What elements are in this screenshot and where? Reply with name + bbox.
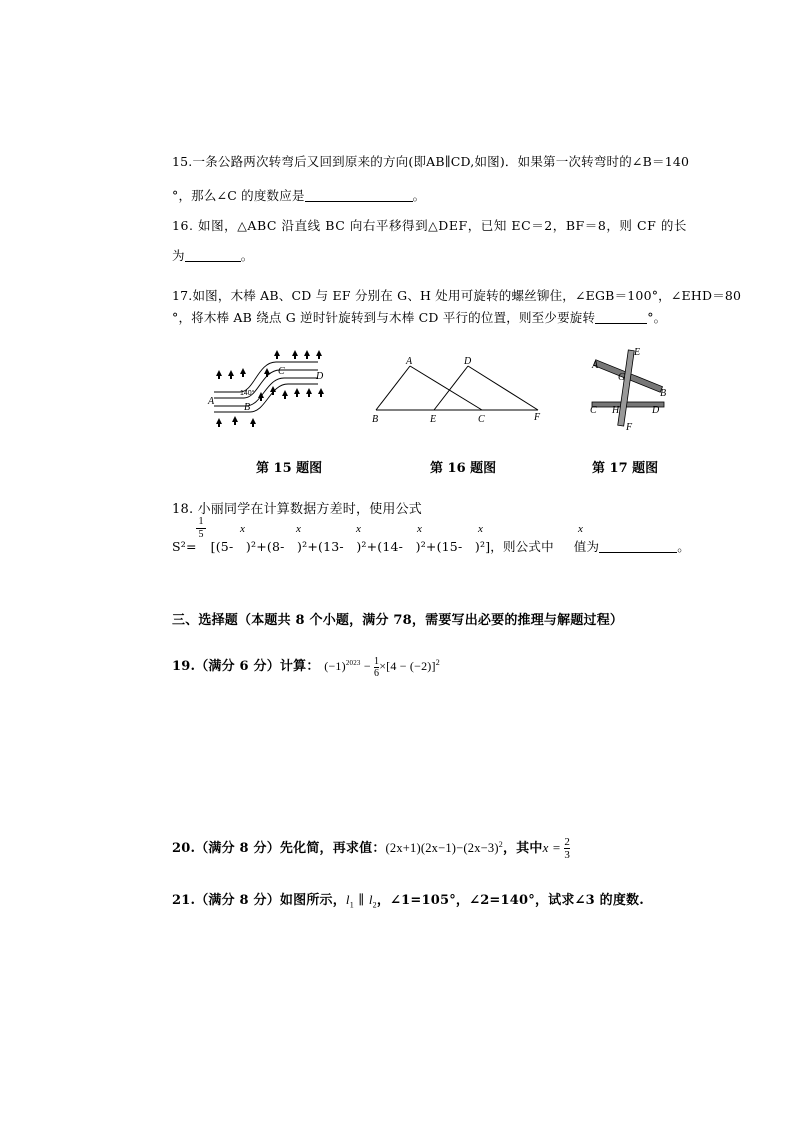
q21-l2: l xyxy=(368,892,373,907)
q21-l1-sub: 1 xyxy=(349,900,354,910)
q19-square: 2 xyxy=(435,658,440,667)
q21-rest: ，∠1=105°，∠2=140°，试求∠3 的度数. xyxy=(376,893,644,908)
q21-prefix: 21.（满分 8 分）如图所示， xyxy=(172,893,346,908)
figure-16-triangles xyxy=(366,352,550,428)
q19-bracket: ×[4 − (−2)] xyxy=(379,659,436,673)
q17-answer-blank[interactable] xyxy=(595,311,647,324)
fig17-label-H: H xyxy=(612,405,620,416)
line-BA xyxy=(376,366,410,410)
q16-line2 xyxy=(172,246,253,264)
q19-exponent: 2023 xyxy=(345,659,361,667)
figure-17-sticks xyxy=(586,346,670,432)
q18-frac-den: 5 xyxy=(196,528,206,540)
fig15-label-A: A xyxy=(208,396,215,407)
q19-frac-den: 6 xyxy=(374,667,380,679)
q20-fraction xyxy=(564,836,570,861)
q20-line xyxy=(172,836,570,861)
caption-fig15: 第 15 题图 xyxy=(256,461,323,476)
fig17-label-A: A xyxy=(592,360,599,371)
caption-fig17: 第 17 题图 xyxy=(592,461,659,476)
q15-answer-blank[interactable] xyxy=(305,189,413,202)
q18-xbar-3: x xyxy=(356,523,361,535)
q20-frac-den: 3 xyxy=(564,849,571,861)
q21-line xyxy=(172,889,644,910)
q20-square: 2 xyxy=(498,839,503,849)
q16-line2-post: 。 xyxy=(240,248,254,263)
q19-base: (−1) xyxy=(324,659,346,673)
q19-expression xyxy=(324,655,440,679)
fig15-label-B: B xyxy=(244,402,251,413)
q18-answer-blank[interactable] xyxy=(599,540,677,553)
q16-line2-pre: 为 xyxy=(172,248,185,263)
q18-xbar-tail: x xyxy=(578,523,583,535)
fig15-label-C: C xyxy=(278,366,285,377)
stick-EF xyxy=(618,350,635,426)
q19-minus: − xyxy=(360,659,374,673)
line-DF xyxy=(468,366,538,410)
q18-formula xyxy=(172,537,690,555)
q17-line2 xyxy=(172,308,666,326)
fig17-label-B: B xyxy=(660,388,667,399)
figure-15-road xyxy=(206,348,336,430)
q20-xeq: x = xyxy=(542,840,565,855)
q16-answer-blank[interactable] xyxy=(185,249,241,262)
q19-line xyxy=(172,655,440,679)
q15-line1: 15.一条公路两次转弯后又回到原来的方向(即AB∥CD,如图)．如果第一次转弯时的∠B＝140 xyxy=(172,154,690,169)
fig17-label-G: G xyxy=(618,372,626,383)
tree-icons xyxy=(216,350,324,427)
q21-l2-sub: 2 xyxy=(372,900,377,910)
section3-heading: 三、选择题（本题共 8 个小题，满分 78，需要写出必要的推理与解题过程） xyxy=(172,613,624,628)
road-lines xyxy=(214,362,318,412)
fig17-label-D: D xyxy=(652,405,660,416)
q20-expression xyxy=(386,841,503,855)
q18-intro: 18. 小丽同学在计算数据方差时，使用公式 xyxy=(172,502,423,517)
q17-line2-post: °。 xyxy=(647,310,667,325)
q19-prefix: 19.（满分 6 分）计算： xyxy=(172,659,320,674)
q21-l1: l xyxy=(345,892,350,907)
fig16-label-C: C xyxy=(478,414,485,425)
q20-frac-num: 2 xyxy=(564,836,571,848)
line-AC xyxy=(410,366,482,410)
q18-tail-pre: 值为 xyxy=(573,539,600,554)
fig16-label-B: B xyxy=(372,414,379,425)
q15-line2-pre: °，那么∠C 的度数应是 xyxy=(172,188,305,203)
caption-fig16: 第 16 题图 xyxy=(430,461,497,476)
q18-xbar-5: x xyxy=(478,523,483,535)
q15-line2 xyxy=(172,186,425,204)
q20-mid: ，其中 xyxy=(502,841,543,856)
q18-body: [(5- )²+(8- )²+(13- )²+(14- )²+(15- )²]，则公式中 xyxy=(210,539,554,554)
q15-line2-post: 。 xyxy=(412,188,426,203)
q18-xbar-4: x xyxy=(417,523,422,535)
q19-frac-num: 1 xyxy=(374,655,380,667)
fig16-label-D: D xyxy=(464,356,472,367)
fig16-label-E: E xyxy=(430,414,437,425)
q18-frac-num: 1 xyxy=(198,516,204,527)
fig15-label-D: D xyxy=(316,371,324,382)
fig17-label-C: C xyxy=(590,405,597,416)
q17-line2-pre: °，将木棒 AB 绕点 G 逆时针旋转到与木棒 CD 平行的位置，则至少要旋转 xyxy=(172,310,596,325)
q18-tail-post: 。 xyxy=(677,539,690,554)
fig17-label-E: E xyxy=(634,347,641,358)
q21-parallel: ∥ xyxy=(353,893,369,908)
fig16-label-A: A xyxy=(406,356,413,367)
q18-xbar-1: x xyxy=(240,523,245,535)
q17-line1: 17.如图，木棒 AB、CD 与 EF 分别在 G、H 处用可旋转的螺丝铆住，∠EGB＝100°，∠EHD＝80 xyxy=(172,288,742,303)
q16-line1: 16. 如图，△ABC 沿直线 BC 向右平移得到△DEF，已知 EC＝2，BF＝8，则 CF 的长 xyxy=(172,218,687,233)
fig15-angle-label: 140° xyxy=(240,390,255,397)
fig17-label-F: F xyxy=(626,422,633,432)
q20-expr: (2x+1)(2x−1)−(2x−3) xyxy=(385,841,499,855)
q18-xbar-2: x xyxy=(296,523,301,535)
q20-prefix: 20.（满分 8 分）先化简，再求值： xyxy=(172,841,386,856)
q18-s2: S²= xyxy=(172,539,197,554)
line-ED xyxy=(434,366,468,410)
fig16-label-F: F xyxy=(534,412,541,423)
